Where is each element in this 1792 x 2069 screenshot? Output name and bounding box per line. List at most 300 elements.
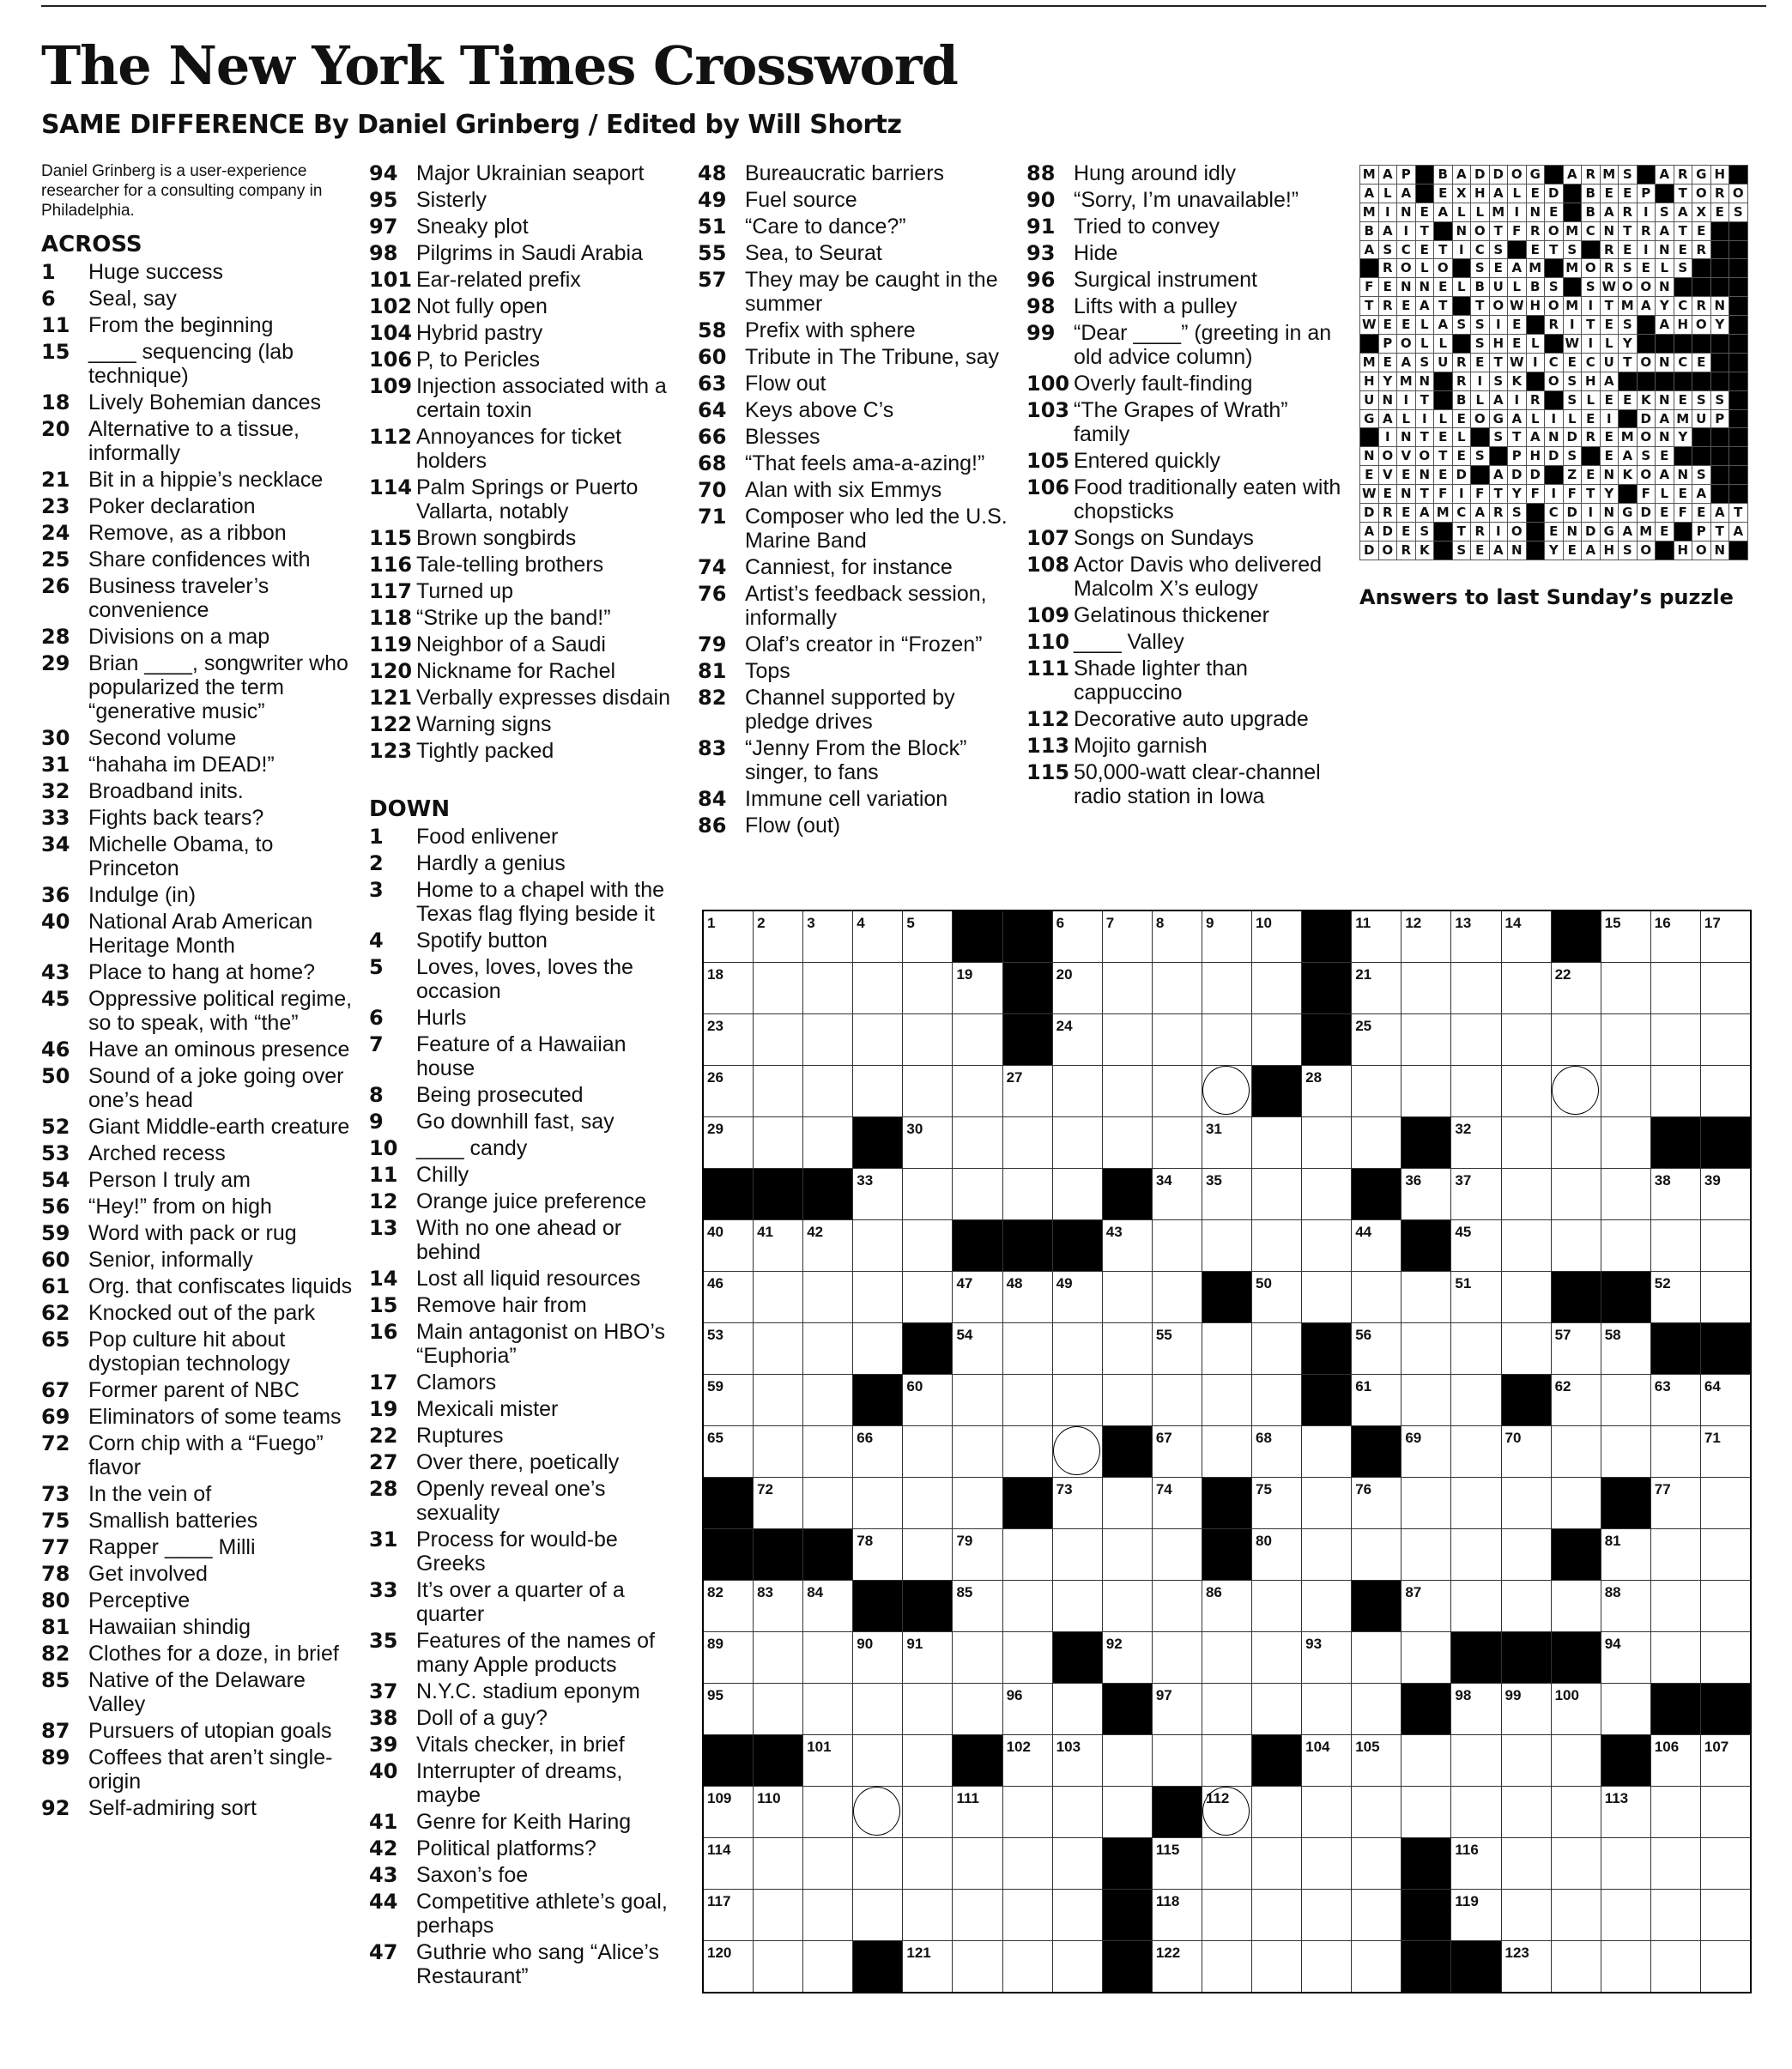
grid-cell[interactable] <box>754 1066 803 1117</box>
across-clue-117[interactable] <box>369 579 687 603</box>
grid-cell[interactable] <box>853 1169 903 1220</box>
grid-cell[interactable] <box>853 1529 903 1581</box>
down-clue-98[interactable] <box>1026 294 1344 318</box>
grid-cell[interactable] <box>903 1787 953 1838</box>
grid-cell[interactable] <box>1102 1014 1152 1066</box>
grid-cell[interactable] <box>853 1735 903 1787</box>
grid-cell[interactable] <box>1352 1272 1402 1323</box>
grid-cell[interactable] <box>1501 1735 1551 1787</box>
grid-cell[interactable] <box>803 1066 853 1117</box>
across-clue-23[interactable] <box>41 494 359 518</box>
grid-cell[interactable] <box>1202 1581 1251 1632</box>
grid-cell[interactable] <box>853 1838 903 1890</box>
grid-cell[interactable] <box>1102 1272 1152 1323</box>
grid-cell[interactable] <box>1052 1529 1102 1581</box>
grid-cell[interactable] <box>1002 1890 1052 1941</box>
grid-cell[interactable] <box>803 1323 853 1375</box>
grid-cell[interactable] <box>1650 963 1700 1014</box>
grid-cell[interactable] <box>1451 1323 1501 1375</box>
grid-cell[interactable] <box>953 1117 1002 1169</box>
across-clue-11[interactable] <box>41 313 359 337</box>
grid-cell[interactable] <box>1002 1066 1052 1117</box>
grid-cell[interactable] <box>1650 1478 1700 1529</box>
grid-cell[interactable] <box>1352 1014 1402 1066</box>
grid-cell[interactable] <box>1402 1375 1451 1426</box>
down-clue-86[interactable] <box>698 814 1015 838</box>
down-clue-7[interactable] <box>369 1032 687 1080</box>
grid-cell[interactable] <box>1002 1323 1052 1375</box>
grid-cell[interactable] <box>1152 1735 1202 1787</box>
grid-cell[interactable] <box>953 1478 1002 1529</box>
grid-cell[interactable] <box>1102 1787 1152 1838</box>
grid-cell[interactable] <box>1052 1941 1102 1993</box>
across-clue-114[interactable] <box>369 475 687 523</box>
across-clue-50[interactable] <box>41 1064 359 1112</box>
down-clue-84[interactable] <box>698 787 1015 811</box>
down-clue-49[interactable] <box>698 188 1015 212</box>
grid-cell[interactable] <box>1601 1117 1650 1169</box>
grid-cell[interactable] <box>803 1632 853 1684</box>
across-clue-28[interactable] <box>41 625 359 649</box>
across-clue-56[interactable] <box>41 1195 359 1219</box>
grid-cell[interactable] <box>703 1838 754 1890</box>
grid-cell[interactable] <box>1650 1735 1700 1787</box>
grid-cell[interactable] <box>1052 1478 1102 1529</box>
grid-cell[interactable] <box>1700 1735 1751 1787</box>
grid-cell[interactable] <box>903 1169 953 1220</box>
across-clue-67[interactable] <box>41 1378 359 1402</box>
grid-cell[interactable] <box>1601 1529 1650 1581</box>
grid-cell[interactable] <box>1002 1838 1052 1890</box>
grid-cell[interactable] <box>703 1941 754 1993</box>
grid-cell[interactable] <box>1352 1220 1402 1272</box>
down-clue-22[interactable] <box>369 1424 687 1448</box>
grid-cell[interactable] <box>1700 1890 1751 1941</box>
down-clue-47[interactable] <box>369 1940 687 1988</box>
grid-cell[interactable] <box>1102 1375 1152 1426</box>
grid-cell[interactable] <box>703 1220 754 1272</box>
grid-cell[interactable] <box>1650 1375 1700 1426</box>
across-clue-122[interactable] <box>369 712 687 736</box>
grid-cell[interactable] <box>1052 1838 1102 1890</box>
across-clue-18[interactable] <box>41 390 359 414</box>
grid-cell[interactable] <box>1052 1117 1102 1169</box>
grid-cell[interactable] <box>1601 1014 1650 1066</box>
grid-cell[interactable] <box>903 1272 953 1323</box>
grid-cell[interactable] <box>1152 1478 1202 1529</box>
grid-cell[interactable] <box>903 1220 953 1272</box>
grid-cell[interactable] <box>1002 1426 1052 1478</box>
grid-cell[interactable] <box>1551 1066 1601 1117</box>
grid-cell[interactable] <box>953 1529 1002 1581</box>
grid-cell[interactable] <box>1601 1426 1650 1478</box>
grid-cell[interactable] <box>754 1684 803 1735</box>
grid-cell[interactable] <box>703 1117 754 1169</box>
grid-cell[interactable] <box>853 963 903 1014</box>
grid-cell[interactable] <box>1202 1323 1251 1375</box>
grid-cell[interactable] <box>1551 1169 1601 1220</box>
grid-cell[interactable] <box>903 1014 953 1066</box>
grid-cell[interactable] <box>754 1478 803 1529</box>
grid-cell[interactable] <box>1302 1838 1352 1890</box>
down-clue-74[interactable] <box>698 555 1015 579</box>
across-clue-97[interactable] <box>369 215 687 239</box>
grid-cell[interactable] <box>803 1890 853 1941</box>
down-clue-63[interactable] <box>698 372 1015 396</box>
grid-cell[interactable] <box>1152 1426 1202 1478</box>
grid-cell[interactable] <box>1052 963 1102 1014</box>
down-clue-13[interactable] <box>369 1216 687 1264</box>
down-clue-103[interactable] <box>1026 398 1344 446</box>
grid-cell[interactable] <box>1052 1684 1102 1735</box>
grid-cell[interactable] <box>853 1272 903 1323</box>
grid-cell[interactable] <box>1650 1272 1700 1323</box>
down-clue-38[interactable] <box>369 1706 687 1730</box>
grid-cell[interactable] <box>754 1272 803 1323</box>
grid-cell[interactable] <box>903 1478 953 1529</box>
grid-cell[interactable] <box>853 1426 903 1478</box>
across-clue-82[interactable] <box>41 1642 359 1666</box>
grid-cell[interactable] <box>1551 1890 1601 1941</box>
grid-cell[interactable] <box>1302 1169 1352 1220</box>
grid-cell[interactable] <box>703 910 754 963</box>
grid-cell[interactable] <box>953 1375 1002 1426</box>
across-clue-98[interactable] <box>369 241 687 265</box>
grid-cell[interactable] <box>1002 1117 1052 1169</box>
across-clue-115[interactable] <box>369 526 687 550</box>
grid-cell[interactable] <box>1052 1066 1102 1117</box>
grid-cell[interactable] <box>1650 910 1700 963</box>
grid-cell[interactable] <box>903 910 953 963</box>
grid-cell[interactable] <box>1551 1117 1601 1169</box>
grid-cell[interactable] <box>903 1066 953 1117</box>
grid-cell[interactable] <box>1152 1014 1202 1066</box>
grid-cell[interactable] <box>803 1220 853 1272</box>
down-clue-37[interactable] <box>369 1679 687 1703</box>
grid-cell[interactable] <box>1551 1375 1601 1426</box>
across-clue-6[interactable] <box>41 287 359 311</box>
grid-cell[interactable] <box>1700 1478 1751 1529</box>
across-clue-119[interactable] <box>369 632 687 656</box>
grid-cell[interactable] <box>803 1478 853 1529</box>
grid-cell[interactable] <box>1501 1220 1551 1272</box>
grid-cell[interactable] <box>803 1684 853 1735</box>
grid-cell[interactable] <box>1152 1529 1202 1581</box>
grid-cell[interactable] <box>1052 910 1102 963</box>
grid-cell[interactable] <box>1402 1787 1451 1838</box>
grid-cell[interactable] <box>1451 1838 1501 1890</box>
grid-cell[interactable] <box>1451 1529 1501 1581</box>
across-clue-36[interactable] <box>41 883 359 907</box>
down-clue-111[interactable] <box>1026 656 1344 705</box>
grid-cell[interactable] <box>703 1014 754 1066</box>
grid-cell[interactable] <box>1352 1735 1402 1787</box>
across-clue-120[interactable] <box>369 659 687 683</box>
grid-cell[interactable] <box>1002 1787 1052 1838</box>
down-clue-91[interactable] <box>1026 215 1344 239</box>
grid-cell[interactable] <box>703 963 754 1014</box>
grid-cell[interactable] <box>853 1220 903 1272</box>
grid-cell[interactable] <box>1352 1632 1402 1684</box>
grid-cell[interactable] <box>953 1014 1002 1066</box>
down-clue-14[interactable] <box>369 1267 687 1291</box>
grid-cell[interactable] <box>1102 1581 1152 1632</box>
down-clue-82[interactable] <box>698 686 1015 734</box>
across-clue-25[interactable] <box>41 547 359 572</box>
grid-cell[interactable] <box>1152 1890 1202 1941</box>
grid-cell[interactable] <box>1352 1117 1402 1169</box>
grid-cell[interactable] <box>703 1426 754 1478</box>
down-clue-58[interactable] <box>698 318 1015 342</box>
grid-cell[interactable] <box>1551 1787 1601 1838</box>
grid-cell[interactable] <box>1650 1632 1700 1684</box>
across-clue-77[interactable] <box>41 1535 359 1559</box>
down-clue-112[interactable] <box>1026 707 1344 731</box>
grid-cell[interactable] <box>1202 1632 1251 1684</box>
grid-cell[interactable] <box>1102 1735 1152 1787</box>
grid-cell[interactable] <box>1402 1478 1451 1529</box>
grid-cell[interactable] <box>1601 1066 1650 1117</box>
grid-cell[interactable] <box>1501 1890 1551 1941</box>
across-clue-32[interactable] <box>41 779 359 803</box>
down-clue-39[interactable] <box>369 1733 687 1757</box>
down-clue-9[interactable] <box>369 1110 687 1134</box>
grid-cell[interactable] <box>903 963 953 1014</box>
grid-cell[interactable] <box>1202 1169 1251 1220</box>
grid-cell[interactable] <box>1252 1426 1302 1478</box>
down-clue-76[interactable] <box>698 582 1015 630</box>
down-clue-19[interactable] <box>369 1397 687 1421</box>
across-clue-15[interactable] <box>41 340 359 388</box>
grid-cell[interactable] <box>1152 1632 1202 1684</box>
grid-cell[interactable] <box>1152 1323 1202 1375</box>
across-clue-104[interactable] <box>369 321 687 345</box>
grid-cell[interactable] <box>1202 1117 1251 1169</box>
grid-cell[interactable] <box>1252 910 1302 963</box>
grid-cell[interactable] <box>1202 1787 1251 1838</box>
grid-cell[interactable] <box>1451 1117 1501 1169</box>
grid-cell[interactable] <box>1501 1529 1551 1581</box>
grid-cell[interactable] <box>1451 1787 1501 1838</box>
grid-cell[interactable] <box>1700 1375 1751 1426</box>
grid-cell[interactable] <box>1052 1014 1102 1066</box>
grid-cell[interactable] <box>1152 1838 1202 1890</box>
grid-cell[interactable] <box>1252 1272 1302 1323</box>
grid-cell[interactable] <box>903 1684 953 1735</box>
grid-cell[interactable] <box>703 1375 754 1426</box>
grid-cell[interactable] <box>1551 1941 1601 1993</box>
down-clue-35[interactable] <box>369 1629 687 1677</box>
grid-cell[interactable] <box>1501 910 1551 963</box>
grid-cell[interactable] <box>1302 1890 1352 1941</box>
grid-cell[interactable] <box>1002 1632 1052 1684</box>
grid-cell[interactable] <box>1152 1169 1202 1220</box>
grid-cell[interactable] <box>1202 1426 1251 1478</box>
grid-cell[interactable] <box>754 1323 803 1375</box>
grid-cell[interactable] <box>1551 1220 1601 1272</box>
down-clue-10[interactable] <box>369 1136 687 1160</box>
down-clue-100[interactable] <box>1026 372 1344 396</box>
grid-cell[interactable] <box>1252 1838 1302 1890</box>
grid-cell[interactable] <box>1451 1478 1501 1529</box>
across-clue-34[interactable] <box>41 832 359 880</box>
grid-cell[interactable] <box>953 1581 1002 1632</box>
grid-cell[interactable] <box>1601 910 1650 963</box>
grid-cell[interactable] <box>1451 1220 1501 1272</box>
down-clue-41[interactable] <box>369 1810 687 1834</box>
across-clue-33[interactable] <box>41 806 359 830</box>
grid-cell[interactable] <box>903 1941 953 1993</box>
down-clue-90[interactable] <box>1026 188 1344 212</box>
grid-cell[interactable] <box>1402 1426 1451 1478</box>
grid-cell[interactable] <box>703 1632 754 1684</box>
grid-cell[interactable] <box>1352 1787 1402 1838</box>
across-clue-61[interactable] <box>41 1274 359 1298</box>
grid-cell[interactable] <box>803 910 853 963</box>
grid-cell[interactable] <box>1650 1890 1700 1941</box>
across-clue-62[interactable] <box>41 1301 359 1325</box>
grid-cell[interactable] <box>1402 1014 1451 1066</box>
grid-cell[interactable] <box>1650 1787 1700 1838</box>
across-clue-72[interactable] <box>41 1431 359 1479</box>
across-clue-69[interactable] <box>41 1405 359 1429</box>
grid-cell[interactable] <box>853 1632 903 1684</box>
grid-cell[interactable] <box>803 1735 853 1787</box>
grid-cell[interactable] <box>903 1117 953 1169</box>
grid-cell[interactable] <box>853 1323 903 1375</box>
across-clue-45[interactable] <box>41 987 359 1035</box>
grid-cell[interactable] <box>803 1272 853 1323</box>
grid-cell[interactable] <box>1551 1323 1601 1375</box>
grid-cell[interactable] <box>903 1375 953 1426</box>
grid-cell[interactable] <box>903 1890 953 1941</box>
grid-cell[interactable] <box>1601 1581 1650 1632</box>
grid-cell[interactable] <box>1501 1838 1551 1890</box>
grid-cell[interactable] <box>1402 963 1451 1014</box>
grid-cell[interactable] <box>754 963 803 1014</box>
grid-cell[interactable] <box>1002 1684 1052 1735</box>
grid-cell[interactable] <box>1302 1478 1352 1529</box>
grid-cell[interactable] <box>1152 1272 1202 1323</box>
grid-cell[interactable] <box>1352 1890 1402 1941</box>
down-clue-44[interactable] <box>369 1890 687 1938</box>
across-clue-89[interactable] <box>41 1745 359 1794</box>
across-clue-65[interactable] <box>41 1328 359 1376</box>
grid-cell[interactable] <box>1551 1014 1601 1066</box>
across-clue-54[interactable] <box>41 1168 359 1192</box>
grid-cell[interactable] <box>1252 1169 1302 1220</box>
grid-cell[interactable] <box>1152 1375 1202 1426</box>
down-clue-1[interactable] <box>369 825 687 849</box>
grid-cell[interactable] <box>1501 1117 1551 1169</box>
grid-cell[interactable] <box>1650 1426 1700 1478</box>
grid-cell[interactable] <box>1501 1941 1551 1993</box>
down-clue-60[interactable] <box>698 345 1015 369</box>
down-clue-16[interactable] <box>369 1320 687 1368</box>
grid-cell[interactable] <box>1700 1169 1751 1220</box>
down-clue-55[interactable] <box>698 241 1015 265</box>
across-clue-80[interactable] <box>41 1588 359 1612</box>
grid-cell[interactable] <box>1700 1632 1751 1684</box>
grid-cell[interactable] <box>1302 1117 1352 1169</box>
grid-cell[interactable] <box>1451 1169 1501 1220</box>
across-clue-29[interactable] <box>41 651 359 723</box>
grid-cell[interactable] <box>1152 1117 1202 1169</box>
grid-cell[interactable] <box>754 1941 803 1993</box>
across-clue-52[interactable] <box>41 1115 359 1139</box>
grid-cell[interactable] <box>803 1581 853 1632</box>
grid-cell[interactable] <box>1352 1684 1402 1735</box>
grid-cell[interactable] <box>1501 1581 1551 1632</box>
grid-cell[interactable] <box>754 1632 803 1684</box>
grid-cell[interactable] <box>903 1735 953 1787</box>
grid-cell[interactable] <box>1052 1787 1102 1838</box>
grid-cell[interactable] <box>1551 1426 1601 1478</box>
grid-cell[interactable] <box>1601 1220 1650 1272</box>
grid-cell[interactable] <box>1202 910 1251 963</box>
grid-cell[interactable] <box>1501 1169 1551 1220</box>
grid-cell[interactable] <box>1451 1735 1501 1787</box>
grid-cell[interactable] <box>1650 1169 1700 1220</box>
down-clue-68[interactable] <box>698 451 1015 475</box>
down-clue-42[interactable] <box>369 1836 687 1860</box>
grid-cell[interactable] <box>1451 910 1501 963</box>
down-clue-107[interactable] <box>1026 526 1344 550</box>
grid-cell[interactable] <box>1102 1066 1152 1117</box>
across-clue-31[interactable] <box>41 753 359 777</box>
grid-cell[interactable] <box>703 1787 754 1838</box>
grid-cell[interactable] <box>754 1426 803 1478</box>
down-clue-51[interactable] <box>698 215 1015 239</box>
grid-cell[interactable] <box>1601 1890 1650 1941</box>
grid-cell[interactable] <box>1252 1220 1302 1272</box>
across-clue-75[interactable] <box>41 1509 359 1533</box>
grid-cell[interactable] <box>1252 1581 1302 1632</box>
down-clue-96[interactable] <box>1026 268 1344 292</box>
grid-cell[interactable] <box>1052 1735 1102 1787</box>
grid-cell[interactable] <box>1402 1529 1451 1581</box>
grid-cell[interactable] <box>1451 1684 1501 1735</box>
grid-cell[interactable] <box>953 1323 1002 1375</box>
grid-cell[interactable] <box>803 1787 853 1838</box>
across-clue-53[interactable] <box>41 1141 359 1165</box>
grid-cell[interactable] <box>703 1272 754 1323</box>
grid-cell[interactable] <box>754 1014 803 1066</box>
grid-cell[interactable] <box>1700 1529 1751 1581</box>
grid-cell[interactable] <box>1551 1478 1601 1529</box>
across-clue-123[interactable] <box>369 739 687 763</box>
grid-cell[interactable] <box>1402 1735 1451 1787</box>
across-clue-85[interactable] <box>41 1668 359 1716</box>
grid-cell[interactable] <box>1152 1066 1202 1117</box>
grid-cell[interactable] <box>1501 1426 1551 1478</box>
grid-cell[interactable] <box>853 1684 903 1735</box>
grid-cell[interactable] <box>1302 1941 1352 1993</box>
grid-cell[interactable] <box>1202 1684 1251 1735</box>
down-clue-113[interactable] <box>1026 734 1344 758</box>
across-clue-21[interactable] <box>41 468 359 492</box>
grid-cell[interactable] <box>754 1375 803 1426</box>
grid-cell[interactable] <box>803 1117 853 1169</box>
down-clue-105[interactable] <box>1026 449 1344 473</box>
down-clue-83[interactable] <box>698 736 1015 784</box>
grid-cell[interactable] <box>1252 1529 1302 1581</box>
grid-cell[interactable] <box>1451 1581 1501 1632</box>
across-clue-121[interactable] <box>369 686 687 710</box>
down-clue-64[interactable] <box>698 398 1015 422</box>
down-clue-99[interactable] <box>1026 321 1344 369</box>
grid-cell[interactable] <box>903 1529 953 1581</box>
